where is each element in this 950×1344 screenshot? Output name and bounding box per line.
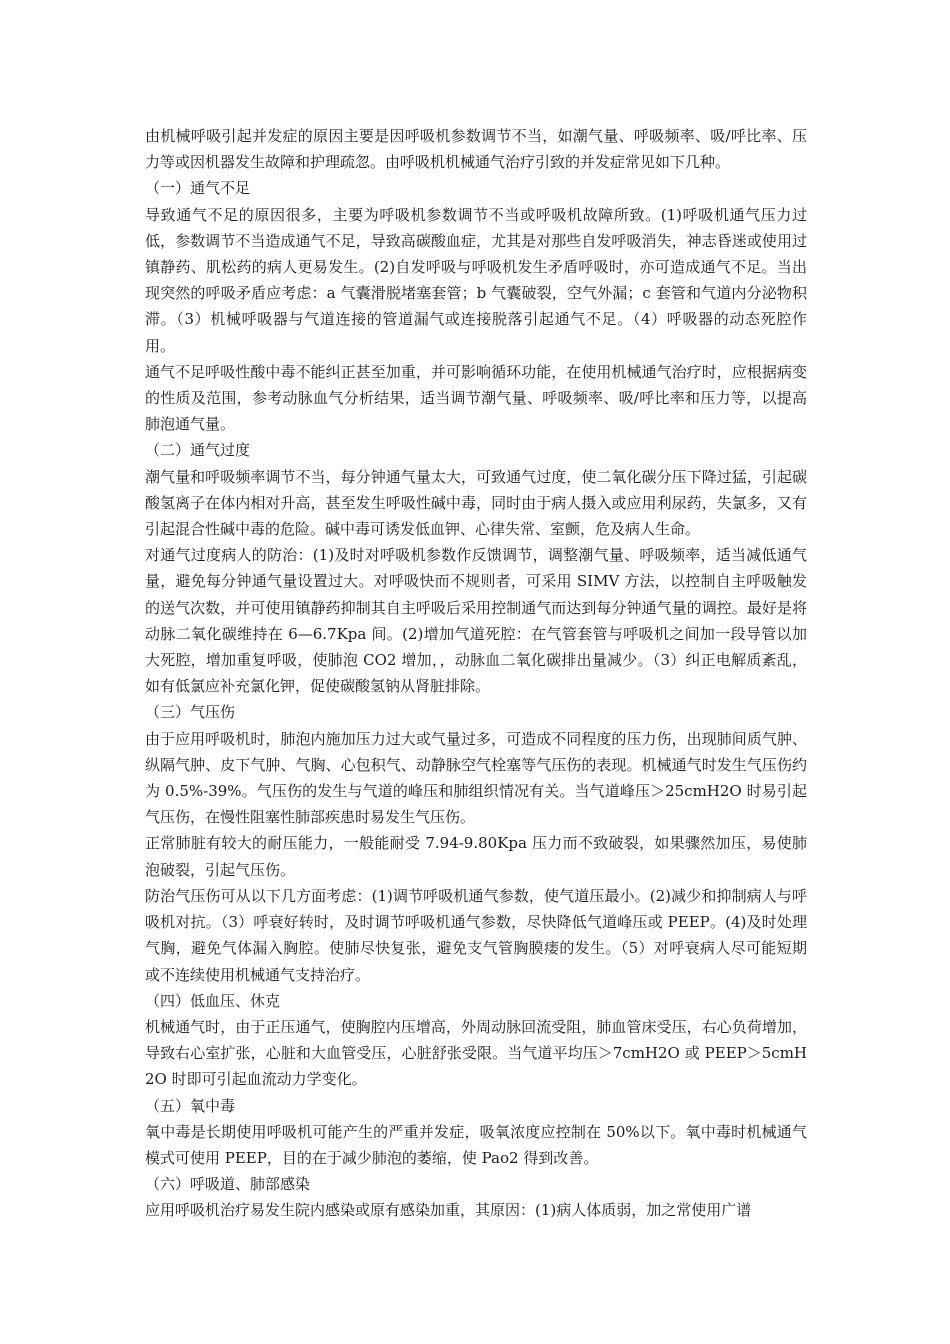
body-paragraph: 由于应用呼吸机时，肺泡内施加压力过大或气量过多，可造成不同程度的压力伤，出现肺间质气肿、纵隔气肿、皮下气肿、气胸、心包积气、动静脉空气栓塞等气压伤的表现。机械通气时发生气压伤约为 0.5%-39%。气压伤的发生与气道的峰压和肺组织情况有关。当气道峰压＞25cmH2O 时易引起气压伤，在慢性阻塞性肺部疾患时易发生气压伤。: [145, 729, 807, 827]
body-paragraph: 通气不足呼吸性酸中毒不能纠正甚至加重，并可影响循环功能，在使用机械通气治疗时，应根据病变的性质及范围，参考动脉血气分析结果，适当调节潮气量、呼吸频率、吸/呼比率和压力等，以提高肺泡通气量。: [145, 362, 807, 434]
body-paragraph: 导致通气不足的原因很多，主要为呼吸机参数调节不当或呼吸机故障所致。(1)呼吸机通气压力过低，参数调节不当造成通气不足，导致高碳酸血症，尤其是对那些自发呼吸消失，神志昏迷或使用过镇静药、肌松药的病人更易发生。(2)自发呼吸与呼吸机发生矛盾呼吸时，亦可造成通气不足。当出现突然的呼吸矛盾应考虑：a 气囊滑脱堵塞套管；b 气囊破裂，空气外漏；c 套管和气道内分泌物积滞。（3）机械呼吸器与气道连接的管道漏气或连接脱落引起通气不足。（4）呼吸器的动态死腔作用。: [145, 205, 807, 355]
body-paragraph: 机械通气时，由于正压通气，使胸腔内压增高，外周动脉回流受阻，肺血管床受压，右心负荷增加，导致右心室扩张，心脏和大血管受压，心脏舒张受限。当气道平均压＞7cmH2O 或 PEEP＞5cmH2O 时即可引起血流动力学变化。: [145, 1017, 807, 1089]
body-paragraph: 正常肺脏有较大的耐压能力，一般能耐受 7.94-9.80Kpa 压力而不致破裂，如果骤然加压，易使肺泡破裂，引起气压伤。: [145, 834, 807, 879]
section-heading: （二）通气过度: [145, 441, 251, 460]
section-heading: （六）呼吸道、肺部感染: [145, 1175, 311, 1194]
body-paragraph: 潮气量和呼吸频率调节不当，每分钟通气量太大，可致通气过度，使二氧化碳分压下降过猛，引起碳酸氢离子在体内相对升高，甚至发生呼吸性碱中毒，同时由于病人摄入或应用利尿药，失氯多，又有引起混合性碱中毒的危险。碱中毒可诱发低血钾、心律失常、室颤，危及病人生命。: [145, 467, 807, 539]
section-heading: （五）氧中毒: [145, 1096, 236, 1115]
section-heading: （四）低血压、休克: [145, 991, 281, 1010]
body-paragraph: 应用呼吸机治疗易发生院内感染或原有感染加重，其原因：(1)病人体质弱，加之常使用广谱: [145, 1201, 752, 1220]
section-heading: （一）通气不足: [145, 179, 251, 198]
document-page: [145, 123, 807, 1224]
body-paragraph: 由机械呼吸引起并发症的原因主要是因呼吸机参数调节不当，如潮气量、呼吸频率、吸/呼比率、压力等或因机器发生故障和护理疏忽。由呼吸机机械通气治疗引致的并发症常见如下几种。: [145, 127, 807, 172]
body-paragraph: 对通气过度病人的防治：(1)及时对呼吸机参数作反馈调节，调整潮气量、呼吸频率，适当减低通气量，避免每分钟通气量设置过大。对呼吸快而不规则者，可采用 SIMV 方法，以控制自主呼吸触发的送气次数，并可使用镇静药抑制其自主呼吸后采用控制通气而达到每分钟通气量的调控。最好是将动脉二氧化碳维持在 6—6.7Kpa 间。(2)增加气道死腔：在气管套管与呼吸机之间加一段导管以加大死腔，增加重复呼吸，使肺泡 CO2 增加，，动脉血二氧化碳排出量减少。（3）纠正电解质紊乱，如有低氯应补充氯化钾，促使碳酸氢钠从肾脏排除。: [145, 546, 807, 696]
body-paragraph: 氧中毒是长期使用呼吸机可能产生的严重并发症，吸氧浓度应控制在 50%以下。氧中毒时机械通气模式可使用 PEEP，目的在于减少肺泡的萎缩，使 Pao2 得到改善。: [145, 1122, 807, 1167]
section-heading: （三）气压伤: [145, 703, 236, 722]
body-paragraph: 防治气压伤可从以下几方面考虑：(1)调节呼吸机通气参数，使气道压最小。(2)减少和抑制病人与呼吸机对抗。（3）呼衰好转时，及时调节呼吸机通气参数，尽快降低气道峰压或 PEEP。(4)及时处理气胸，避免气体漏入胸腔。使肺尽快复张，避免支气管胸膜瘘的发生。（5）对呼衰病人尽可能短期或不连续使用机械通气支持治疗。: [145, 886, 807, 984]
